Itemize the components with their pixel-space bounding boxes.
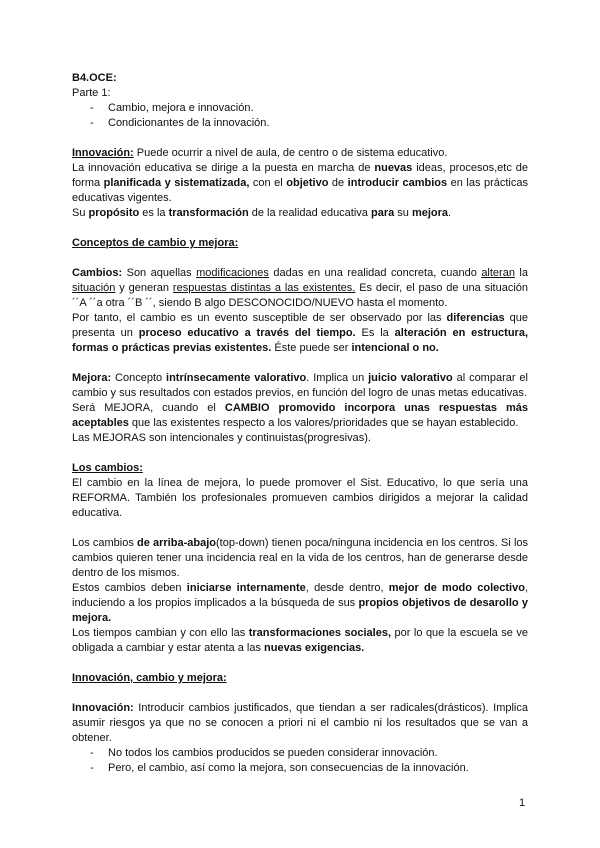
cambios-explanation: Por tanto, el cambio es un evento susceptible de ser observado por las diferencias que presenta un proceso educativo a través del tiempo. Es la alteración en estructura, formas o prácticas previas existentes. Éste puede ser intencional o no. bbox=[72, 312, 528, 354]
list-item: - Condicionantes de la innovación. bbox=[90, 116, 528, 131]
cambios-paragraph: El cambio en la línea de mejora, lo puede promover el Sist. Educativo, lo que sería una REFORMA. También los profesionales promueven cambios dirigidos a mejorar la calidad educativa. bbox=[72, 477, 528, 519]
mejora-explanation: Será MEJORA, cuando el CAMBIO promovido incorpora unas respuestas más aceptables que las existentes respecto a los valores/prioridades que se hayan establecido. bbox=[72, 402, 528, 429]
list-item: - Cambio, mejora e innovación. bbox=[90, 101, 528, 116]
section-heading: Innovación, cambio y mejora: bbox=[72, 672, 227, 684]
part-list bbox=[72, 101, 528, 131]
mejora-note: Las MEJORAS son intencionales y continuistas(progresivas). bbox=[72, 432, 371, 444]
cambios-definition: Cambios: Son aquellas modificaciones dadas en una realidad concreta, cuando alteran la situación y generan respuestas distintas a las existentes. Es decir, el paso de una situación ´´A ´´a otra ´´B ´´, siendo B algo DESCONOCIDO/NUEVO hasta el momento. bbox=[72, 267, 528, 309]
part-label: Parte 1: bbox=[72, 87, 111, 99]
section-heading: Los cambios: bbox=[72, 462, 143, 474]
doc-title: B4.OCE: bbox=[72, 72, 117, 84]
document-body bbox=[72, 71, 528, 776]
list-item: - No todos los cambios producidos se pueden considerar innovación. bbox=[90, 746, 528, 761]
section-heading: Conceptos de cambio y mejora: bbox=[72, 237, 239, 249]
innovation-paragraph: La innovación educativa se dirige a la puesta en marcha de nuevas ideas, procesos,etc de forma planificada y sistematizada, con el objetivo de introducir cambios en las prácticas educativas vigentes. bbox=[72, 162, 528, 204]
top-down-paragraph: Los cambios de arriba-abajo(top-down) tienen poca/ninguna incidencia en los centros. Si los cambios quieren tener una incidencia real en la vida de los centros, han de generarse desde dentro de los mismos. bbox=[72, 537, 529, 579]
internal-change-paragraph: Estos cambios deben iniciarse internamente, desde dentro, mejor de modo colectivo, induciendo a los propios implicados a la búsqueda de sus propios objetivos de desarollo y mejora. bbox=[72, 582, 528, 624]
mejora-definition: Mejora: Concepto intrínsecamente valorativo. Implica un juicio valorativo al comparar el cambio y sus resultados con estados previos, en función del logro de unas metas educativas. bbox=[72, 372, 528, 399]
purpose-paragraph: Su propósito es la transformación de la realidad educativa para su mejora. bbox=[72, 207, 452, 219]
social-change-paragraph: Los tiempos cambian y con ello las transformaciones sociales, por lo que la escuela se ve obligada a cambiar y estar atenta a las nuevas exigencias. bbox=[72, 627, 528, 654]
innovation-intro: Innovación: Puede ocurrir a nivel de aula, de centro o de sistema educativo. bbox=[72, 147, 448, 159]
innovation-definition: Innovación: Introducir cambios justificados, que tiendan a ser radicales(drásticos). Implica asumir riesgos ya que no se conocen a priori ni el cambio ni los resultados que se van a obtener. bbox=[72, 702, 528, 744]
innovation-list bbox=[72, 746, 528, 776]
page-number: 1 bbox=[519, 797, 526, 809]
list-item: - Pero, el cambio, así como la mejora, son consecuencias de la innovación. bbox=[90, 761, 528, 776]
